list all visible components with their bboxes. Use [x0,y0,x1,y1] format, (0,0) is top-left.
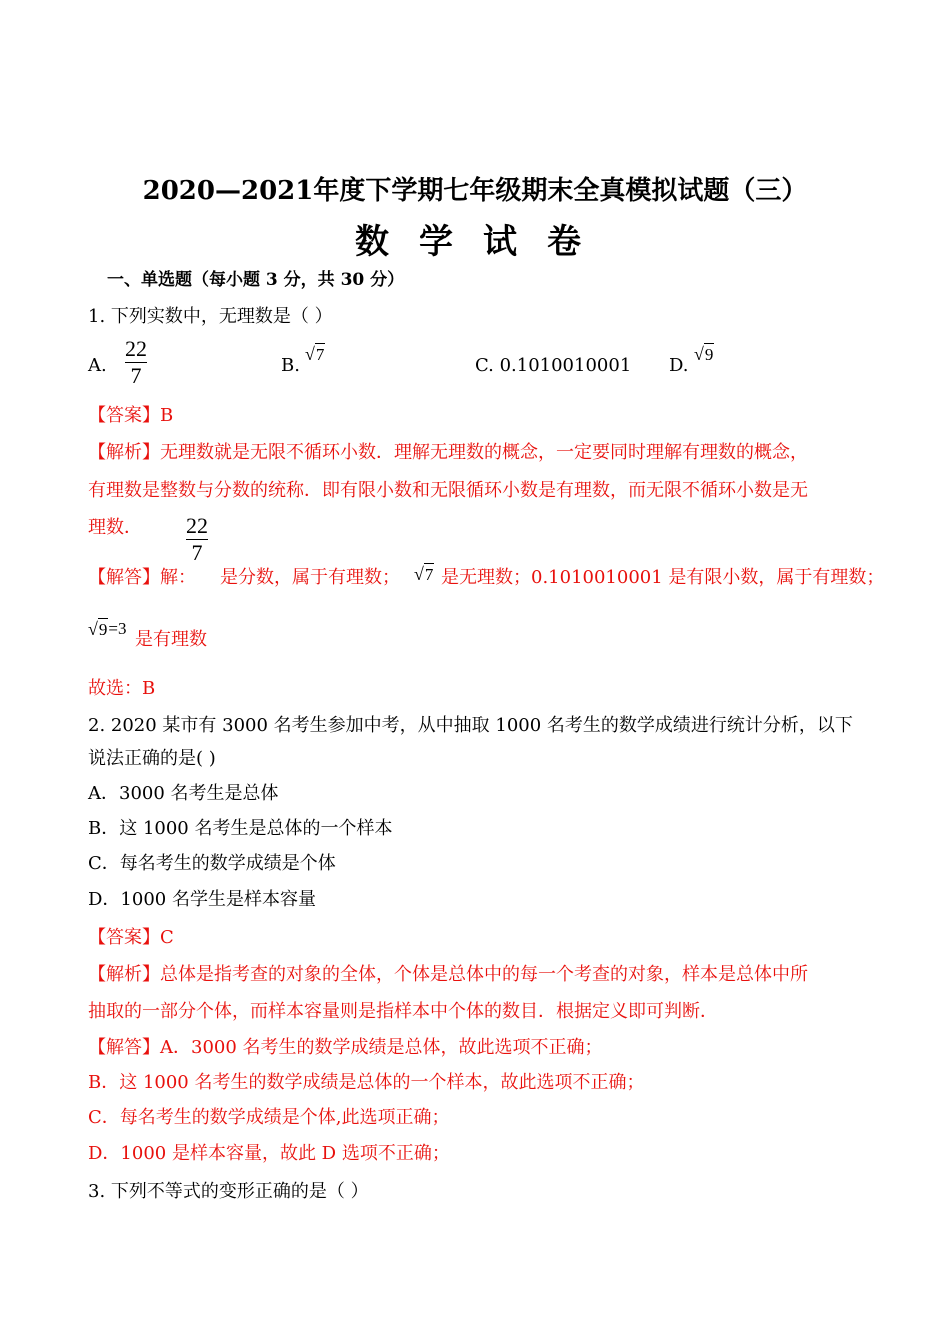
q1-analysis-fraction [186,514,208,565]
q2-option-b: B．这 1000 名考生是总体的一个样本 [88,818,393,839]
q2-option-a: A．3000 名考生是总体 [88,783,279,804]
q1-option-b-label: B. [281,355,300,376]
q1-solution-tag: 【解答】 [88,567,160,588]
q1-analysis-line-3: 理数． [88,517,142,538]
q2-option-c: C．每名考生的数学成绩是个体 [88,853,336,874]
fraction-denominator: 7 [191,540,203,565]
fraction-numerator: 22 [186,513,208,538]
q1-option-c: C. 0.1010010001 [475,355,632,376]
q3-stem: 3. 下列不等式的变形正确的是（ ） [88,1181,369,1202]
q2-solution-line-2: B．这 1000 名考生的数学成绩是总体的一个样本，故此选项不正确； [88,1072,645,1093]
q1-solution-a: 解： [160,567,196,588]
section-heading: 一、单选题（每小题 3 分，共 30 分） [107,270,405,290]
q1-option-d-label: D. [669,355,689,376]
fraction-numerator: 22 [125,336,147,361]
equals-three: =3 [108,619,127,638]
q2-answer: 【答案】C [88,927,174,948]
q2-stem-line-1: 2. 2020 某市有 3000 名考生参加中考，从中抽取 1000 名考生的数学成绩进行统计分析，以下 [88,715,853,736]
q1-option-a-fraction [125,337,147,388]
q1-solution-c: 是无理数；0.1010010001 是有限小数，属于有理数； [441,567,885,588]
q2-solution-line-4: D．1000 是样本容量，故此 D 选项不正确； [88,1143,450,1164]
q1-option-a-label: A. [88,355,107,376]
q2-stem-line-2: 说法正确的是( ) [88,748,216,769]
q1-stem: 1. 下列实数中，无理数是（ ） [88,306,333,327]
radicand: 7 [315,345,325,364]
q1-choice: 故选：B [88,678,156,699]
q2-solution-line-3: C．每名考生的数学成绩是个体,此选项正确； [88,1107,450,1128]
sqrt-icon: √ [414,564,424,584]
q1-answer: 【答案】B [88,405,174,426]
analysis-tag: 【解析】 [88,442,160,463]
q1-analysis-line-1 [88,441,808,465]
q2-option-d: D．1000 名学生是样本容量 [88,889,316,910]
sqrt-icon: √ [694,344,704,364]
q2-analysis-line-1: 【解析】总体是指考查的对象的全体，个体是总体中的每一个考查的对象，样本是总体中所 [88,964,808,985]
q1-solution-sqrt-9 [88,618,126,641]
q1-solution-b: 是分数，属于有理数； [220,567,400,588]
analysis-text: 无理数就是无限不循环小数．理解无理数的概念，一定要同时理解有理数的概念， [160,442,808,463]
q1-option-d-sqrt [694,343,714,366]
radicand: 9 [98,620,108,639]
sqrt-icon: √ [88,619,98,639]
q1-solution-sqrt-7 [414,563,434,586]
q1-option-b-sqrt [305,343,325,366]
exam-title: 2020—2021年度下学期七年级期末全真模拟试题（三） [142,176,808,206]
sqrt-icon: √ [305,344,315,364]
q2-solution-line-1: 【解答】A．3000 名考生的数学成绩是总体，故此选项不正确； [88,1037,603,1058]
fraction-denominator: 7 [130,363,142,388]
q2-analysis-line-2: 抽取的一部分个体，而样本容量则是指样本中个体的数目．根据定义即可判断． [88,1001,718,1022]
q1-solution-d: 是有理数 [135,629,207,650]
q1-analysis-line-2: 有理数是整数与分数的统称．即有限小数和无限循环小数是有理数，而无限不循环小数是无 [88,480,808,501]
radicand: 9 [704,345,714,364]
radicand: 7 [424,565,434,584]
exam-subtitle: 数学试卷 [355,222,611,262]
